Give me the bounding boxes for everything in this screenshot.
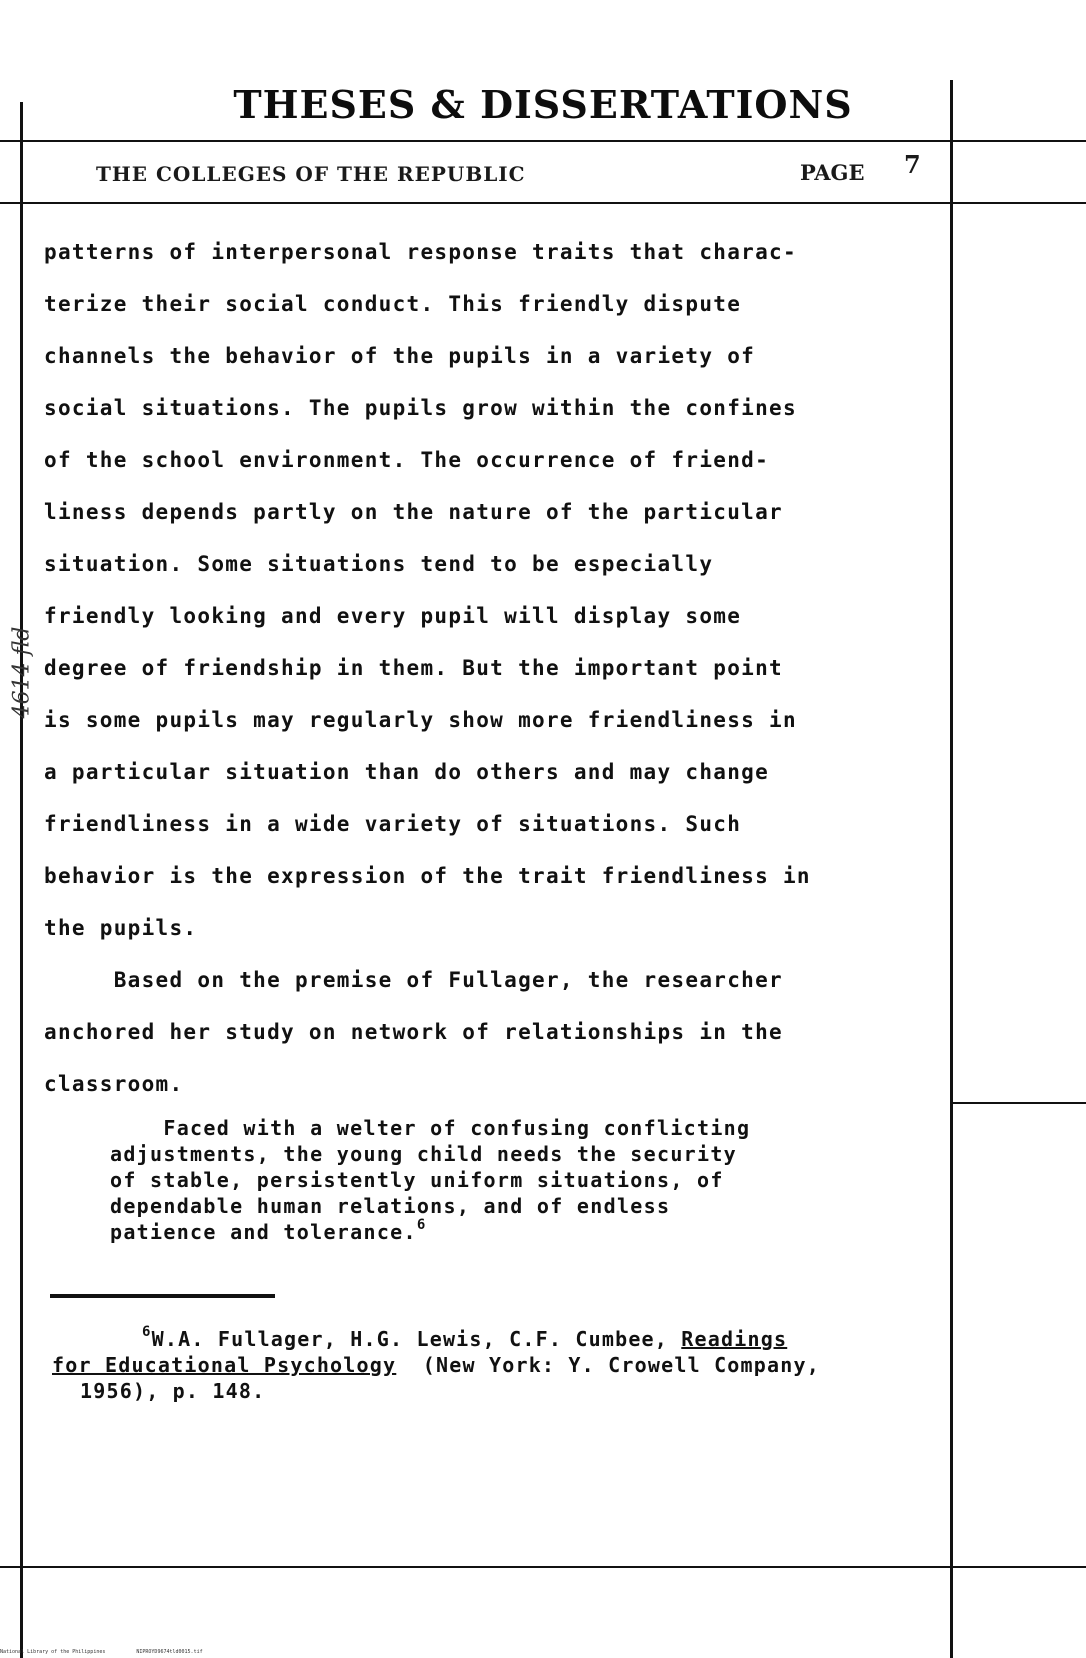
body-line: classroom. bbox=[44, 1072, 184, 1096]
body-line: of the school environment. The occurrence of friend- bbox=[44, 448, 770, 472]
block-quote bbox=[110, 1115, 870, 1245]
footnote-publisher: (New York: Y. Crowell Company, bbox=[396, 1353, 820, 1377]
footnote-rule bbox=[50, 1294, 275, 1298]
header-institution: THE COLLEGES OF THE REPUBLIC bbox=[96, 162, 526, 186]
footnote-line-3: 1956), p. 148. bbox=[80, 1379, 266, 1403]
scan-imprint bbox=[0, 1649, 231, 1655]
theses-banner: THESES & DISSERTATIONS bbox=[233, 82, 853, 127]
body-line: a particular situation than do others and may change bbox=[44, 760, 770, 784]
frame-left-rule bbox=[20, 102, 23, 1658]
body-line: Based on the premise of Fullager, the researcher bbox=[44, 968, 783, 992]
quote-line: dependable human relations, and of endless bbox=[110, 1194, 671, 1218]
quote-line: of stable, persistently uniform situations, of bbox=[110, 1168, 724, 1192]
imprint-filename: NIPROYD9674tld0015.tif bbox=[136, 1649, 203, 1655]
imprint-library: National Library of the Philippines bbox=[0, 1649, 106, 1655]
header-bottom-rule bbox=[0, 202, 1086, 204]
header-top-rule bbox=[0, 140, 1086, 142]
body-line: patterns of interpersonal response traits that charac- bbox=[44, 240, 797, 264]
body-text bbox=[44, 226, 924, 1110]
body-line: social situations. The pupils grow within the confines bbox=[44, 396, 797, 420]
right-margin-rule bbox=[950, 1102, 1086, 1104]
handwritten-margin-note: 4614 fld bbox=[9, 626, 35, 719]
quote-last-line: patience and tolerance. bbox=[110, 1220, 417, 1244]
body-line: degree of friendship in them. But the important point bbox=[44, 656, 783, 680]
body-line: channels the behavior of the pupils in a variety of bbox=[44, 344, 756, 368]
body-line: friendly looking and every pupil will display some bbox=[44, 604, 742, 628]
quote-line bbox=[110, 1219, 870, 1245]
quote-line: adjustments, the young child needs the security bbox=[110, 1142, 738, 1166]
footnote-title-part2: for Educational Psychology bbox=[52, 1353, 397, 1377]
footnote bbox=[52, 1326, 952, 1404]
body-line: behavior is the expression of the trait friendliness in bbox=[44, 864, 811, 888]
body-line: is some pupils may regularly show more friendliness in bbox=[44, 708, 797, 732]
footnote-title-part1: Readings bbox=[681, 1327, 788, 1351]
body-line: terize their social conduct. This friendly dispute bbox=[44, 292, 742, 316]
quote-footnote-ref: 6 bbox=[416, 1217, 427, 1233]
page-number: 7 bbox=[904, 150, 921, 179]
body-line: friendliness in a wide variety of situations. Such bbox=[44, 812, 742, 836]
body-line: the pupils. bbox=[44, 916, 198, 940]
frame-right-rule bbox=[950, 80, 953, 1658]
body-line: liness depends partly on the nature of the particular bbox=[44, 500, 783, 524]
footnote-line-2 bbox=[52, 1352, 952, 1378]
header-page bbox=[800, 150, 921, 185]
bottom-rule bbox=[0, 1566, 1086, 1568]
quote-line: Faced with a welter of confusing conflicting bbox=[110, 1116, 751, 1140]
page-label: PAGE bbox=[800, 160, 865, 185]
footnote-authors: W.A. Fullager, H.G. Lewis, C.F. Cumbee, bbox=[151, 1327, 682, 1351]
body-line: anchored her study on network of relationships in the bbox=[44, 1020, 783, 1044]
footnote-marker: 6 bbox=[142, 1324, 152, 1340]
body-line: situation. Some situations tend to be especially bbox=[44, 552, 714, 576]
footnote-line-1 bbox=[52, 1326, 952, 1352]
